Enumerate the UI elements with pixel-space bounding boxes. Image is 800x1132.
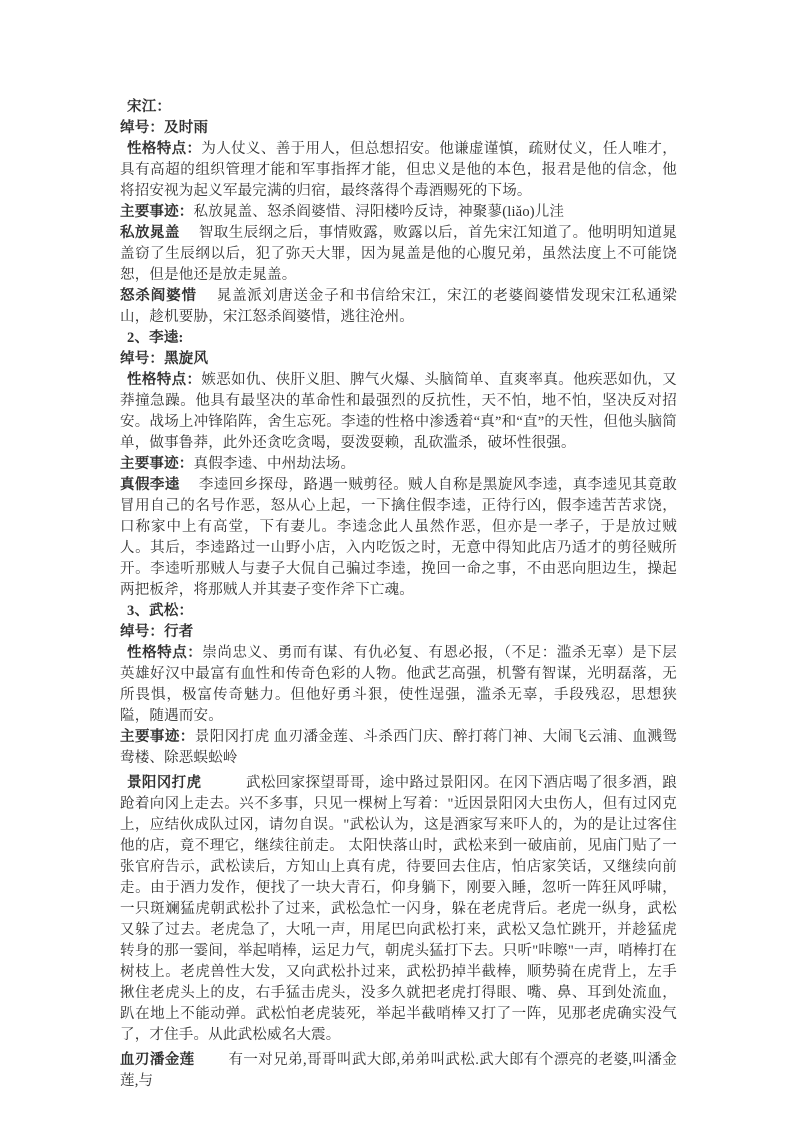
run-body-text: 李逵回乡探母，路遇一贼剪径。贼人自称是黑旋风李逵，真李逵见其竟敢冒用自己的名号作恶，怒从心上起，一下擒住假李逵，正待行凶，假李逵苦苦求饶，口称家中上有高堂，下有妻儿。李逵念此人虽然作恶，但亦是一孝子，于是放过贼人。其后，李逵路过一山野小店，入内吃饭之时，无意中得知此店乃适才的剪径贼所开。李逵听那贼人与妻子大侃自己骗过李逵，挽回一命之事，不由恶向胆边生，操起两把板斧，将那贼人并其妻子变作斧下亡魂。 xyxy=(120,477,677,598)
run-heading-text: 绰号：黑旋风 xyxy=(120,351,209,367)
run-heading-text: 血刃潘金莲 xyxy=(120,1052,195,1068)
paragraph xyxy=(120,97,677,118)
run-heading-text: 宋江： xyxy=(127,99,172,115)
run-heading-text: 性格特点： xyxy=(127,645,203,661)
paragraph xyxy=(120,286,677,328)
paragraph xyxy=(120,773,677,1046)
paragraph xyxy=(120,1050,677,1092)
run-heading-text: 主要事迹： xyxy=(120,456,194,472)
run-heading-text: 性格特点： xyxy=(127,141,202,157)
paragraph xyxy=(120,202,677,223)
paragraph xyxy=(120,454,677,475)
run-body-text: 真假李逵、中州劫法场。 xyxy=(193,456,356,472)
paragraph xyxy=(120,223,677,286)
document-body xyxy=(120,97,677,1092)
run-heading-text: 私放晁盖 xyxy=(120,225,180,241)
run-body-text: 景阳冈打虎 血刃潘金莲、斗杀西门庆、醉打蒋门神、大闹飞云浦、血溅鸳鸯楼、除恶蜈蚣岭 xyxy=(120,729,678,766)
run-heading-text: 景阳冈打虎 xyxy=(127,775,202,791)
paragraph xyxy=(120,118,677,139)
paragraph xyxy=(120,475,677,601)
run-body-text: 智取生辰纲之后，事情败露，败露以后，首先宋江知道了。他明明知道晁盖窃了生辰纲以后，犯了弥天大罪，因为晁盖是他的心腹兄弟，虽然法度上不可能饶恕，但是他还是放走晁盖。 xyxy=(120,225,677,283)
run-heading-text: 绰号：及时雨 xyxy=(120,120,209,136)
paragraph xyxy=(120,328,677,349)
run-heading-text: 2、李逵: xyxy=(127,330,184,346)
run-heading-text: 主要事迹： xyxy=(120,204,194,220)
run-body-text: 嫉恶如仇、侠肝义胆、脾气火爆、头脑简单、直爽率真。他疾恶如仇，又莽撞急躁。他具有最坚决的革命性和最强烈的反抗性，天不怕，地不怕，坚决反对招安。战场上冲锋陷阵，舍生忘死。李逵的性格中渗透着“真”和“直”的天性，但他头脑简单，做事鲁莽，此外还贪吃贪喝，耍泼耍赖，乱砍滥杀，破坏性很强。 xyxy=(120,372,678,451)
run-heading-text: 主要事迹： xyxy=(120,729,195,745)
paragraph xyxy=(120,139,677,202)
run-body-text: 崇尚忠义、勇而有谋、有仇必复、有恩必报，（不足：滥杀无辜）是下层英雄好汉中最富有血性和传奇色彩的人物。他武艺高强，机警有智谋，光明磊落，无所畏惧，极富传奇魅力。但他好勇斗狠，使性逞强，滥杀无辜，手段残忍，思想狭隘，随遇而安。 xyxy=(120,645,677,724)
run-body-text: 武松回家探望哥哥，途中路过景阳冈。在冈下酒店喝了很多酒，踉跄着向冈上走去。兴不多事，只见一棵树上写着："近因景阳冈大虫伤人，但有过冈克上，应结伙成队过冈，请勿自误。"武松认为，这是酒家写来吓人的，为的是让过客住他的店，竟不理它，继续往前走。 太阳快落山时，武松来到一破庙前，见庙门贴了一张官府告示，武松读后，方知山上真有虎，待要回去住店，怕店家笑话，又继续向前走。由于酒力发作，便找了一块大青石，仰身躺下，刚要入睡，忽听一阵狂风呼啸，一只斑斓猛虎朝武松扑了过来，武松急忙一闪身，躲在老虎背后。老虎一纵身，武松又躲了过去。老虎急了，大吼一声，用尾巴向武松打来，武松又急忙跳开，并趁猛虎转身的那一霎间，举起哨棒，运足力气，朝虎头猛打下去。只听"咔嚓"一声，哨棒打在树枝上。老虎兽性大发，又向武松扑过来，武松扔掉半截棒，顺势骑在虎背上，左手揪住老虎头上的皮，右手猛击虎头，没多久就把老虎打得眼、嘴、鼻、耳到处流血，趴在地上不能动弹。武松怕老虎装死，举起半截哨棒又打了一阵，见那老虎确实没气了，才住手。从此武松威名大震。 xyxy=(120,775,678,1043)
run-body-text: 晁盖派刘唐送金子和书信给宋江，宋江的老婆阎婆惜发现宋江私通梁山，趁机要胁，宋江怒杀阎婆惜，逃往沧州。 xyxy=(120,288,678,325)
run-heading-text: 真假李逵 xyxy=(120,477,180,493)
paragraph xyxy=(120,622,677,643)
paragraph xyxy=(120,601,677,622)
run-heading-text: 3、武松： xyxy=(127,603,194,619)
paragraph xyxy=(120,727,677,769)
run-body-text: 有一对兄弟,哥哥叫武大郎,弟弟叫武松.武大郎有个漂亮的老婆,叫潘金莲,与 xyxy=(120,1052,678,1089)
run-heading-text: 绰号：行者 xyxy=(120,624,194,640)
run-body-text: 为人仗义、善于用人，但总想招安。他谦虚谨慎，疏财仗义，任人唯才，具有高超的组织管理才能和军事指挥才能，但忠义是他的本色，报君是他的信念，他将招安视为起义军最完满的归宿，最终落得个毒酒赐死的下场。 xyxy=(120,141,678,199)
run-heading-text: 怒杀阎婆惜 xyxy=(120,288,197,304)
paragraph xyxy=(120,643,677,727)
run-body-text: 私放晁盖、怒杀阎婆惜、浔阳楼吟反诗，神聚蓼(liǎo)儿洼 xyxy=(193,204,565,220)
paragraph xyxy=(120,370,677,454)
paragraph xyxy=(120,349,677,370)
run-heading-text: 性格特点： xyxy=(127,372,202,388)
